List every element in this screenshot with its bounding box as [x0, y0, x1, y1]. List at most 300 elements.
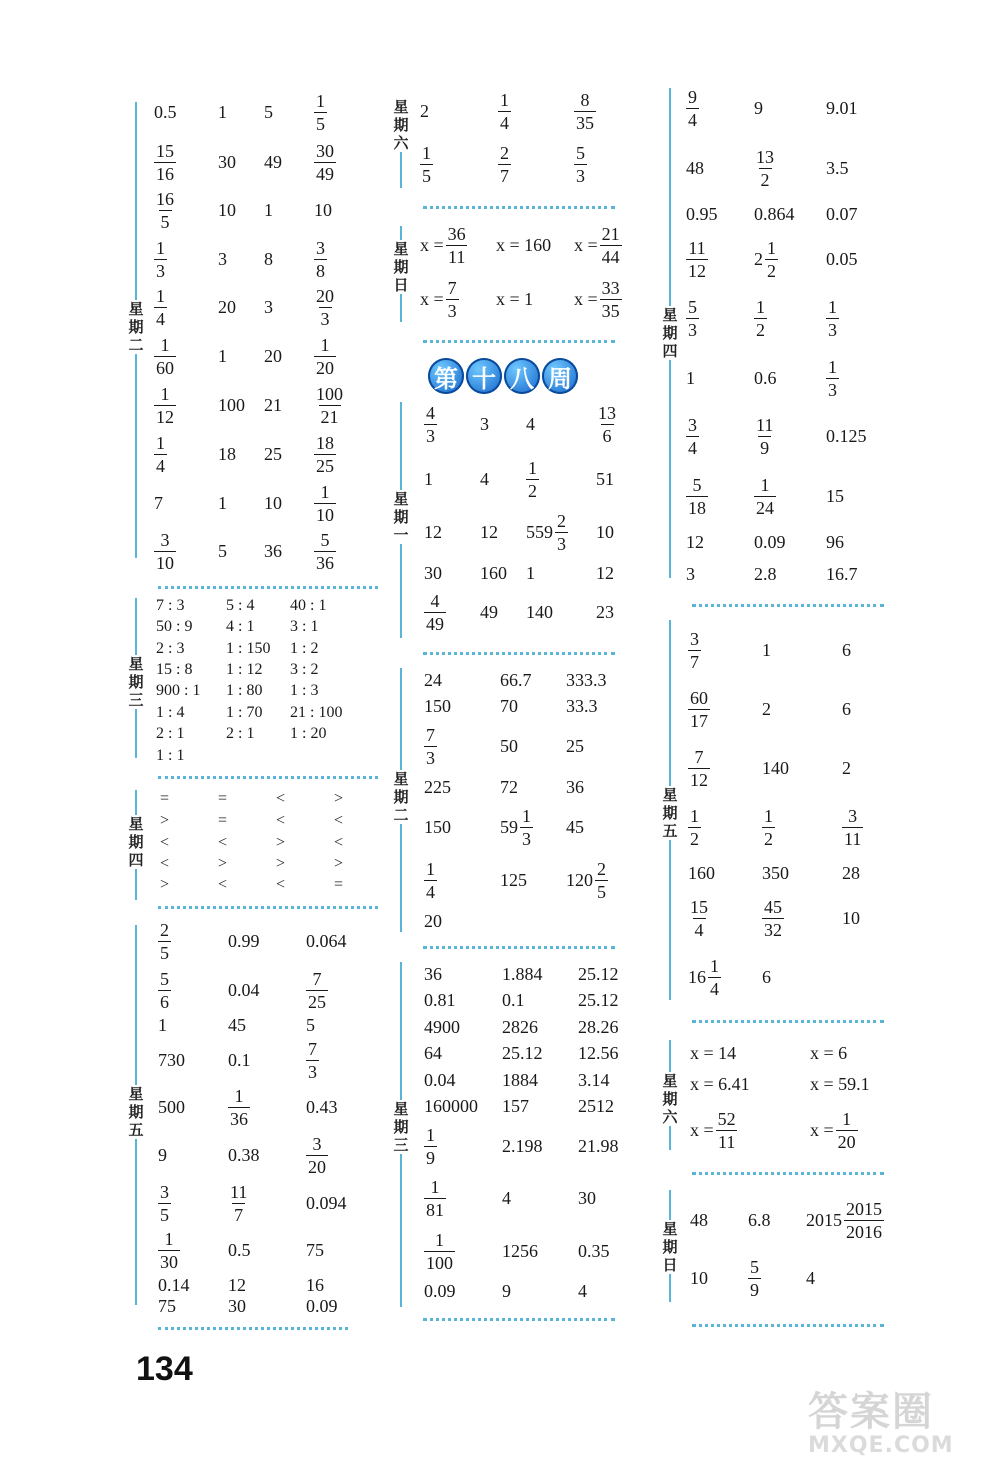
fraction-stack: [754, 146, 776, 191]
answer-cell: 0.04: [228, 980, 260, 1000]
day-label-char: 期: [393, 258, 409, 276]
denominator: 36: [316, 553, 334, 573]
answer-cell: 1: [526, 563, 535, 583]
answer-cell: [526, 457, 539, 502]
day-label-char: 三: [128, 691, 144, 709]
answer-cell: 0.99: [228, 931, 260, 951]
answer-cell: 25.12: [502, 1043, 543, 1063]
numerator: 5: [750, 1257, 759, 1277]
answer-cell: [810, 1074, 872, 1095]
denominator: 16: [156, 164, 174, 184]
answer-cell: 1 : 3: [290, 682, 319, 699]
numerator: 15: [156, 141, 174, 161]
fraction: [420, 142, 433, 187]
denominator: 32: [764, 920, 782, 940]
fraction: [686, 237, 708, 282]
fraction-stack: [314, 334, 336, 379]
numerator: 11: [688, 238, 706, 258]
whole-part: 120: [566, 870, 593, 890]
fraction-stack: [688, 896, 710, 941]
answer-cell: 10: [314, 200, 332, 220]
denominator: 20: [837, 1132, 856, 1152]
answer-cell: 1 : 150: [226, 640, 271, 657]
denominator: 12: [690, 770, 708, 790]
fraction-stack: [686, 237, 708, 282]
mixed-number: [566, 858, 608, 903]
answer-cell: [424, 1176, 446, 1221]
fraction-stack: [228, 1181, 249, 1226]
answer-cell: 4: [578, 1281, 587, 1301]
numerator: 3: [848, 806, 858, 826]
answer-cell: 12: [480, 522, 498, 542]
fraction: [314, 481, 336, 526]
numerator: 1: [430, 1177, 440, 1197]
day-label-char: 二: [393, 806, 409, 824]
denominator: 7: [500, 166, 509, 186]
answer-cell: 30: [228, 1296, 246, 1316]
numerator: 1: [756, 297, 765, 317]
denominator: 3: [308, 1062, 317, 1082]
answer-cell: 4 : 1: [226, 618, 255, 635]
answer-cell: [154, 529, 176, 574]
denominator: 100: [426, 1253, 453, 1273]
day-label: [389, 98, 413, 152]
numerator: 36: [447, 224, 466, 244]
fraction: [306, 1133, 328, 1178]
answer-cell: 0.43: [306, 1097, 338, 1117]
numerator: 15: [690, 897, 708, 917]
answer-cell: [498, 142, 511, 187]
section-divider: [158, 906, 378, 909]
fraction-stack: [424, 1124, 437, 1169]
fraction: [526, 457, 539, 502]
answer-cell: [762, 896, 784, 941]
answer-cell: 6.8: [748, 1210, 771, 1230]
denominator: 9: [760, 438, 770, 458]
answer-cell: <: [276, 876, 286, 893]
denominator: 5: [316, 114, 325, 134]
answer-cell: 75: [158, 1296, 176, 1316]
fraction: [424, 724, 437, 769]
answer-cell: [688, 746, 710, 791]
numerator: 1: [828, 297, 837, 317]
numerator: 11: [230, 1182, 248, 1202]
day-label-char: 期: [393, 508, 409, 526]
fraction: [424, 402, 437, 447]
answer-cell: >: [160, 812, 170, 829]
fraction-stack: [574, 89, 596, 134]
day-label-char: 五: [662, 822, 678, 840]
denominator: 35: [576, 113, 594, 133]
denominator: 6: [602, 426, 612, 446]
numerator: 1: [156, 433, 165, 453]
answer-cell: [306, 968, 328, 1013]
numerator: 1: [710, 956, 719, 976]
denominator: 3: [576, 166, 585, 186]
equation-prefix: x =: [420, 289, 444, 309]
answer-cell: [686, 296, 699, 341]
fraction-stack: [314, 90, 327, 135]
answer-cell: 1: [264, 200, 273, 220]
answer-cell: 28.26: [578, 1017, 619, 1037]
day-label-char: 星: [662, 306, 678, 324]
day-label-char: 星: [393, 1100, 409, 1118]
numerator: 2: [597, 859, 606, 879]
numerator: 5: [576, 143, 585, 163]
fraction: [158, 1181, 171, 1226]
mixed-number: [500, 805, 533, 850]
answer-cell: 12: [596, 563, 614, 583]
answer-cell: 0.09: [306, 1296, 338, 1316]
denominator: 12: [156, 407, 174, 427]
denominator: 11: [717, 1132, 736, 1152]
section-divider: [423, 946, 615, 949]
numerator: 1: [160, 335, 170, 355]
answer-cell: 0.064: [306, 931, 347, 951]
answer-cell: [526, 510, 568, 555]
answer-cell: 2826: [502, 1017, 538, 1037]
numerator: 16: [156, 189, 174, 209]
denominator: 49: [316, 164, 334, 184]
equation: [420, 223, 468, 268]
equation: [810, 1108, 858, 1153]
answer-cell: 3 : 1: [290, 618, 319, 635]
day-label-char: 四: [662, 342, 678, 360]
numerator: 4: [426, 403, 435, 423]
denominator: 36: [230, 1109, 248, 1129]
fraction-stack: [748, 1256, 761, 1301]
answer-cell: [686, 237, 708, 282]
fraction-stack: [314, 481, 336, 526]
fraction: [688, 805, 701, 850]
answer-cell: 4: [526, 414, 535, 434]
denominator: 5: [422, 166, 431, 186]
fraction: [314, 237, 327, 282]
numerator: 1: [320, 482, 330, 502]
fraction-stack: [306, 1133, 328, 1178]
fraction: [498, 89, 511, 134]
numerator: 1: [764, 806, 773, 826]
denominator: 10: [316, 505, 334, 525]
numerator: 13: [598, 403, 616, 423]
fraction-stack: [754, 296, 767, 341]
day-label-char: 六: [393, 134, 409, 152]
fraction: [688, 628, 701, 673]
answer-cell: 2: [420, 101, 429, 121]
answer-cell: 0.81: [424, 990, 456, 1010]
section-divider: [158, 1327, 348, 1330]
answer-cell: 3: [480, 414, 489, 434]
day-label-char: 星: [393, 98, 409, 116]
fraction: [688, 746, 710, 791]
answer-cell: 1 : 80: [226, 682, 263, 699]
fraction: [688, 896, 710, 941]
answer-cell: [314, 237, 327, 282]
answer-cell: [158, 919, 171, 964]
day-label: [389, 490, 413, 544]
fraction: [826, 356, 839, 401]
fraction: [154, 285, 167, 330]
section-divider: [692, 604, 884, 607]
fraction: [754, 146, 776, 191]
fraction-stack: [306, 1038, 319, 1083]
answer-cell: 5: [218, 541, 227, 561]
answer-cell: 50: [500, 736, 518, 756]
answer-cell: 28: [842, 863, 860, 883]
answer-cell: 3: [218, 249, 227, 269]
numerator: 33: [601, 278, 620, 298]
answer-cell: >: [334, 855, 344, 872]
denominator: 30: [160, 1252, 178, 1272]
answer-cell: [748, 1256, 761, 1301]
denominator: 5: [160, 943, 169, 963]
denominator: 20: [308, 1157, 326, 1177]
answer-cell: 6: [842, 640, 851, 660]
denominator: 4: [688, 438, 697, 458]
denominator: 2: [767, 261, 776, 281]
denominator: 6: [160, 992, 169, 1012]
numerator: 20: [316, 286, 334, 306]
day-label-char: 一: [393, 526, 409, 544]
answer-cell: 25: [566, 736, 584, 756]
whole-part: 2015: [806, 1210, 842, 1230]
denominator: 21: [320, 407, 339, 427]
denominator: 81: [426, 1200, 444, 1220]
answer-cell: 12.56: [578, 1043, 619, 1063]
answer-cell: 16: [306, 1275, 324, 1295]
answer-cell: 1: [762, 640, 771, 660]
answer-cell: 4900: [424, 1017, 460, 1037]
answer-cell: [158, 1228, 180, 1273]
fraction-stack: [762, 896, 784, 941]
answer-cell: 16.7: [826, 564, 858, 584]
day-label-char: 期: [662, 1090, 678, 1108]
denominator: 2: [764, 829, 773, 849]
denominator: 60: [156, 358, 174, 378]
numerator: 1: [426, 1125, 435, 1145]
answer-cell: 25.12: [578, 990, 619, 1010]
equation-prefix: x =: [574, 235, 598, 255]
equation: [574, 223, 622, 268]
answer-cell: 333.3: [566, 670, 607, 690]
answer-cell: [842, 805, 863, 850]
numerator: 52: [717, 1109, 736, 1129]
section-divider: [423, 1318, 615, 1321]
answer-cell: 1884: [502, 1070, 538, 1090]
fraction: [842, 805, 863, 850]
fraction-stack: [314, 285, 336, 330]
day-label-char: 期: [128, 833, 144, 851]
answer-cell: 12: [686, 532, 704, 552]
denominator: 2016: [846, 1222, 882, 1242]
answer-cell: 150: [424, 817, 451, 837]
answer-cell: 25.12: [578, 964, 619, 984]
week-badge-char: 周: [542, 358, 578, 394]
fraction-stack: [595, 858, 608, 903]
fraction: [424, 858, 437, 903]
fraction-stack: [574, 142, 587, 187]
answer-cell: 10: [264, 493, 282, 513]
answer-cell: 2.198: [502, 1136, 543, 1156]
numerator: 3: [160, 1182, 169, 1202]
day-label-char: 期: [128, 673, 144, 691]
day-label: [658, 306, 682, 360]
fraction: [158, 1228, 180, 1273]
fraction-stack: [314, 237, 327, 282]
day-label: [124, 300, 148, 354]
answer-cell: [154, 237, 167, 282]
answer-cell: 0.35: [578, 1241, 610, 1261]
answer-cell: [498, 89, 511, 134]
fraction: [158, 968, 171, 1013]
fraction: [596, 402, 618, 447]
answer-cell: 0.09: [424, 1281, 456, 1301]
answer-cell: [314, 285, 336, 330]
numerator: 1: [156, 286, 165, 306]
numerator: 3: [688, 415, 697, 435]
numerator: 7: [447, 278, 457, 298]
answer-cell: 15 : 8: [156, 661, 193, 678]
numerator: 60: [690, 688, 708, 708]
day-label-char: 星: [393, 240, 409, 258]
denominator: 49: [426, 614, 444, 634]
day-label: [124, 815, 148, 869]
answer-cell: 4: [502, 1188, 511, 1208]
denominator: 4: [710, 979, 719, 999]
answer-cell: <: [218, 834, 228, 851]
numerator: 3: [316, 238, 325, 258]
answer-cell: [686, 86, 699, 131]
answer-cell: [574, 89, 596, 134]
fraction-stack: [424, 858, 437, 903]
denominator: 5: [597, 882, 606, 902]
answer-cell: [496, 235, 553, 256]
fraction: [686, 296, 699, 341]
week-badge-char: 十: [466, 358, 502, 394]
mixed-number: [688, 955, 721, 1000]
answer-cell: 2.8: [754, 564, 777, 584]
numerator: 7: [308, 1039, 317, 1059]
answer-cell: 49: [480, 602, 498, 622]
answer-cell: 2: [762, 699, 771, 719]
answer-cell: [688, 955, 721, 1000]
answer-cell: 66.7: [500, 670, 532, 690]
watermark-logo: 答案圈: [808, 1389, 934, 1435]
fraction: [154, 383, 176, 428]
watermark-url: MXQE.COM: [808, 1433, 954, 1458]
answer-cell: 350: [762, 863, 789, 883]
section-divider: [692, 1020, 884, 1023]
answer-cell: 2 : 3: [156, 640, 185, 657]
fraction-stack: [708, 955, 721, 1000]
answer-cell: 20: [264, 346, 282, 366]
answer-cell: 0.07: [826, 204, 858, 224]
answer-cell: 1 : 4: [156, 704, 185, 721]
numerator: 11: [756, 415, 774, 435]
answer-cell: 2512: [578, 1096, 614, 1116]
fraction-stack: [836, 1108, 858, 1153]
answer-cell: 49: [264, 152, 282, 172]
fraction-stack: [424, 1176, 446, 1221]
fraction: [424, 1229, 455, 1274]
answer-cell: 30: [218, 152, 236, 172]
answer-cell: 1 : 20: [290, 725, 327, 742]
answer-cell: 50 : 9: [156, 618, 193, 635]
fraction: [228, 1085, 250, 1130]
fraction: [158, 919, 171, 964]
denominator: 3: [447, 301, 457, 321]
answer-cell: 225: [424, 777, 451, 797]
answer-cell: 157: [502, 1096, 529, 1116]
answer-cell: =: [218, 812, 228, 829]
denominator: 4: [426, 882, 435, 902]
week-badge: [428, 358, 578, 394]
answer-cell: >: [160, 876, 170, 893]
fraction-stack: [688, 628, 701, 673]
numerator: 1: [422, 143, 431, 163]
answer-cell: 3.14: [578, 1070, 610, 1090]
answer-cell: 900 : 1: [156, 682, 201, 699]
fraction: [314, 529, 336, 574]
denominator: 3: [557, 534, 566, 554]
day-label-char: 期: [662, 1238, 678, 1256]
fraction-stack: [158, 1228, 180, 1273]
answer-cell: 12: [228, 1275, 246, 1295]
fraction-stack: [520, 805, 533, 850]
day-label-char: 星: [128, 815, 144, 833]
numerator: 5: [688, 297, 697, 317]
section-divider: [158, 776, 378, 779]
equation-prefix: x =: [574, 289, 598, 309]
fraction: [754, 414, 775, 459]
answer-cell: 160000: [424, 1096, 478, 1116]
answer-cell: [154, 383, 176, 428]
fraction: [154, 432, 167, 477]
answer-cell: 24: [424, 670, 442, 690]
answer-cell: 4: [806, 1268, 815, 1288]
day-label: [389, 240, 413, 294]
denominator: 5: [160, 212, 170, 232]
answer-cell: [306, 1038, 319, 1083]
fraction-stack: [306, 968, 328, 1013]
numerator: 1: [320, 335, 330, 355]
answer-cell: >: [334, 790, 344, 807]
answer-cell: 0.38: [228, 1145, 260, 1165]
fraction-stack: [754, 414, 775, 459]
answer-cell: [810, 1108, 858, 1153]
fraction: [574, 142, 587, 187]
answer-cell: 3 : 2: [290, 661, 319, 678]
answer-cell: 160: [480, 563, 507, 583]
answer-cell: 0.14: [158, 1275, 190, 1295]
section-divider: [158, 586, 378, 589]
fraction-stack: [716, 1108, 738, 1153]
day-label-char: 星: [128, 1085, 144, 1103]
fraction-stack: [826, 356, 839, 401]
day-label: [124, 1085, 148, 1139]
answer-cell: [754, 146, 776, 191]
answer-cell: [314, 529, 336, 574]
answer-cell: [496, 289, 535, 310]
answer-cell: 36: [264, 541, 282, 561]
section-divider: [423, 340, 615, 343]
day-label-char: 期: [662, 804, 678, 822]
denominator: 3: [828, 320, 837, 340]
answer-cell: [314, 334, 336, 379]
denominator: 3: [688, 320, 697, 340]
mixed-number: [754, 237, 778, 282]
fraction: [762, 805, 775, 850]
